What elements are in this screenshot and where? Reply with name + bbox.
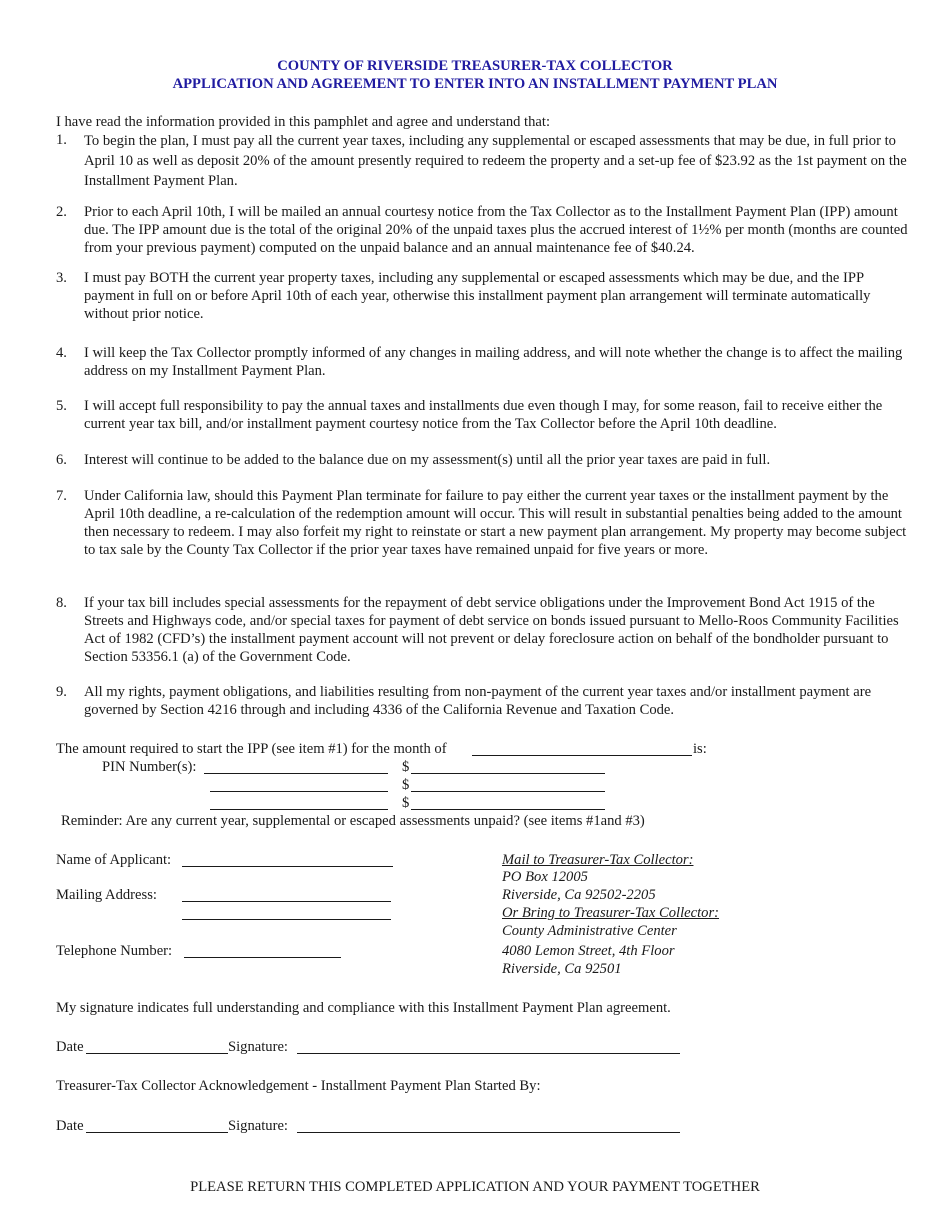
dollar-sign: $: [402, 777, 410, 793]
form-title: COUNTY OF RIVERSIDE TREASURER-TAX COLLECTOR: [277, 58, 673, 74]
mailing-address-field-2[interactable]: [182, 919, 391, 920]
item-text: To begin the plan, I must pay all the current year taxes, including any supplemental or escaped assessments that may be due, in full prior to April 10 as well as deposit 20% of the amount presently required to redeem the property and a set-up fee of $23.92 as the 1st payment on the Installment Payment Plan.: [84, 133, 907, 189]
telephone-label: Telephone Number:: [56, 943, 173, 959]
item-number: 8.: [56, 595, 67, 611]
dollar-sign: $: [402, 759, 410, 775]
list-item: [56, 131, 916, 191]
intro-text: I have read the information provided in this pamphlet and agree and understand that:: [56, 114, 550, 130]
collector-signature-field[interactable]: [297, 1132, 680, 1133]
item-number: 6.: [56, 452, 67, 468]
date-label: Date: [56, 1039, 84, 1055]
item-text: If your tax bill includes special assessments for the repayment of debt service obligations under the Improvement Bond Act 1915 of the Streets and Highways code, and/or special taxes for payment of debt service on bonds issued pursuant to Mello-Roos Community Facilities Act of 1982 (CFD’s) the installment payment account will not prevent or delay foreclosure action on behalf of the bondholder pursuant to Section 53356.1 (a) of the Government Code.: [84, 595, 899, 665]
form-subtitle: APPLICATION AND AGREEMENT TO ENTER INTO AN INSTALLMENT PAYMENT PLAN: [172, 76, 778, 92]
mail-city: Riverside, Ca 92502-2205: [502, 887, 656, 903]
item-text: All my rights, payment obligations, and liabilities resulting from non-payment of the current year taxes and/or installment payment are governed by Section 4216 through and including 4336 of the California Revenue and Taxation Code.: [84, 684, 872, 718]
mailing-address-label: Mailing Address:: [56, 887, 157, 903]
item-text: Under California law, should this Payment Plan terminate for failure to pay either the current year taxes or the installment payment by the April 10th deadline, a re-calculation of the redemption amount will occur. This will result in substantial penalties being added to the amount then necessary to redeem. I may also forfeit my right to reinstate or start a new payment plan arrangement. My property may become subject to tax sale by the County Tax Collector if the prior year taxes have remained unpaid for five years or more.: [84, 488, 907, 558]
list-item: [56, 487, 916, 559]
item-number: 5.: [56, 398, 67, 414]
mail-po-box: PO Box 12005: [502, 869, 588, 885]
item-number: 9.: [56, 684, 67, 700]
item-text: Interest will continue to be added to the balance due on my assessment(s) until all the prior year taxes are paid in full.: [84, 452, 771, 468]
item-text: I must pay BOTH the current year property taxes, including any supplemental or escaped assessments which may be due, and the IPP payment in full on or before April 10th of each year, otherwise this installment payment plan arrangement will terminate automatically without prior notice.: [84, 270, 871, 322]
signature-label: Signature:: [228, 1118, 288, 1134]
amount-field-1[interactable]: [411, 773, 605, 774]
admin-center: County Administrative Center: [502, 923, 677, 939]
item-number: 2.: [56, 204, 67, 220]
list-item: [56, 683, 916, 719]
applicant-name-label: Name of Applicant:: [56, 852, 172, 868]
applicant-signature-field[interactable]: [297, 1053, 680, 1054]
signature-label: Signature:: [228, 1039, 288, 1055]
collector-date-field[interactable]: [86, 1132, 228, 1133]
mailing-address-field-1[interactable]: [182, 901, 391, 902]
amount-suffix: is:: [693, 741, 707, 757]
footer-instruction: PLEASE RETURN THIS COMPLETED APPLICATION AND YOUR PAYMENT TOGETHER: [190, 1179, 760, 1195]
list-item: [56, 269, 916, 323]
item-number: 1.: [56, 132, 67, 148]
pin-field-2[interactable]: [210, 791, 388, 792]
reminder-text: Reminder: Are any current year, supplemental or escaped assessments unpaid? (see items #1and #3): [61, 813, 645, 829]
item-text: I will accept full responsibility to pay the annual taxes and installments due even though I may, for some reason, fail to receive either the current year tax bill, and/or installment payment courtesy notice from the Tax Collector before the April 10th deadline.: [84, 398, 883, 432]
item-number: 4.: [56, 345, 67, 361]
month-field[interactable]: [472, 755, 692, 756]
pin-field-1[interactable]: [204, 773, 388, 774]
list-item: [56, 594, 916, 666]
dollar-sign: $: [402, 795, 410, 811]
amount-field-2[interactable]: [411, 791, 605, 792]
pin-field-3[interactable]: [210, 809, 388, 810]
date-label: Date: [56, 1118, 84, 1134]
office-city: Riverside, Ca 92501: [502, 961, 622, 977]
acknowledgement-label: Treasurer-Tax Collector Acknowledgement - Installment Payment Plan Started By:: [56, 1078, 541, 1094]
applicant-date-field[interactable]: [86, 1053, 228, 1054]
applicant-name-field[interactable]: [182, 866, 393, 867]
item-text: Prior to each April 10th, I will be mailed an annual courtesy notice from the Tax Collector as to the Installment Payment Plan (IPP) amount due. The IPP amount due is the total of the original 20% of the unpaid taxes plus the accrued interest of 1½% per month (months are counted from your previous payment) computed on the unpaid balance and an annual maintenance fee of $40.24.: [84, 204, 908, 256]
item-text: I will keep the Tax Collector promptly informed of any changes in mailing address, and will note whether the change is to affect the mailing address on my Installment Payment Plan.: [84, 345, 903, 379]
amount-field-3[interactable]: [411, 809, 605, 810]
item-number: 3.: [56, 270, 67, 286]
telephone-field[interactable]: [184, 957, 341, 958]
list-item: [56, 203, 916, 257]
mail-to-heading: Mail to Treasurer-Tax Collector:: [502, 852, 694, 868]
list-item: [56, 344, 916, 380]
pin-label: PIN Number(s):: [102, 759, 197, 775]
item-number: 7.: [56, 488, 67, 504]
signature-statement: My signature indicates full understanding and compliance with this Installment Payment Plan agreement.: [56, 1000, 671, 1016]
bring-to-heading: Or Bring to Treasurer-Tax Collector:: [502, 905, 720, 921]
list-item: [56, 397, 916, 433]
street-address: 4080 Lemon Street, 4th Floor: [502, 943, 675, 959]
list-item: [56, 451, 916, 469]
amount-prefix: The amount required to start the IPP (see item #1) for the month of: [56, 741, 447, 757]
